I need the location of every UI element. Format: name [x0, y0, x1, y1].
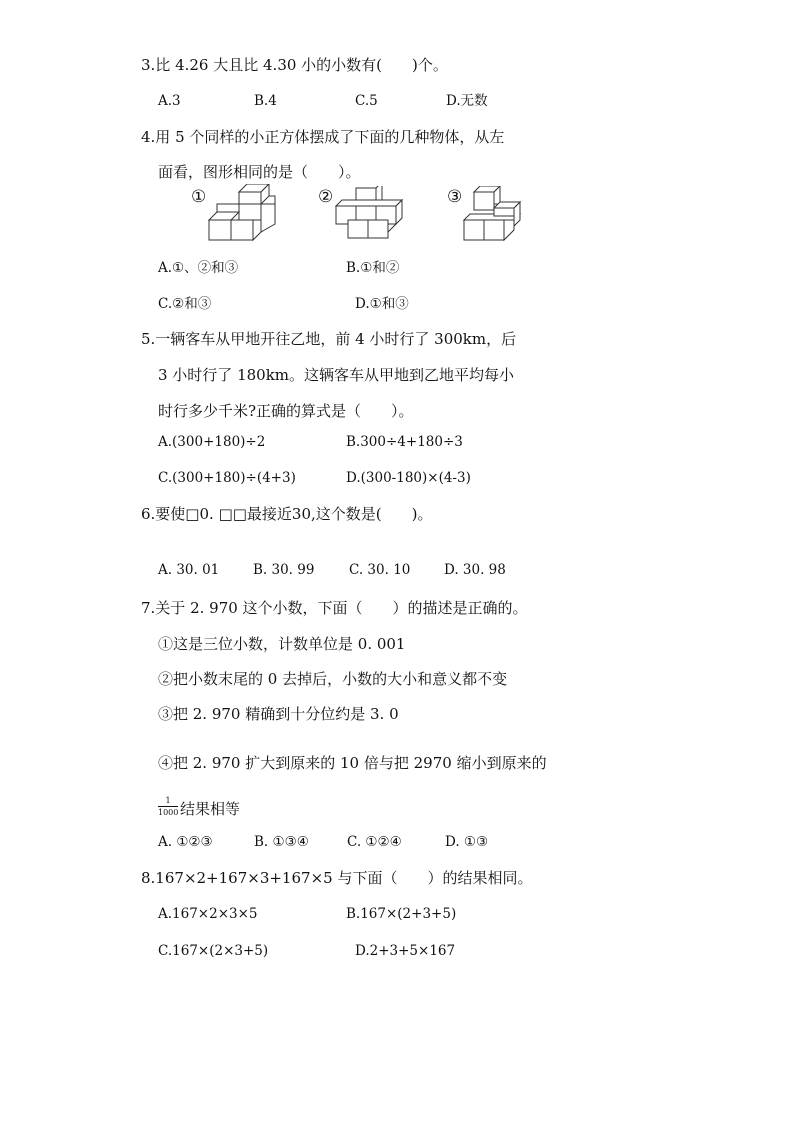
- q6-option-c: C. 30. 10: [349, 562, 411, 578]
- question-3-stem: 3.比 4.26 大且比 4.30 小的小数有( )个。: [141, 56, 448, 74]
- q7-statement-4-tail: 结果相等: [180, 800, 241, 818]
- q5-option-d: D.(300-180)×(4-3): [346, 470, 471, 486]
- fraction-denominator: 1000: [158, 808, 179, 817]
- q7-statement-1: ①这是三位小数，计数单位是 0. 001: [158, 635, 406, 653]
- q8-option-d: D.2+3+5×167: [355, 943, 456, 959]
- q6-option-b: B. 30. 99: [253, 562, 315, 578]
- cube-figure-2: [334, 186, 409, 244]
- q6-option-a: A. 30. 01: [158, 562, 220, 578]
- q4-option-a: A.①、②和③: [158, 260, 239, 276]
- q8-option-b: B.167×(2+3+5): [346, 906, 457, 922]
- q7-option-d: D. ①③: [445, 834, 489, 850]
- q4-option-c: C.②和③: [158, 296, 212, 312]
- q8-option-a: A.167×2×3×5: [158, 906, 258, 922]
- question-6-stem: 6.要使□0. □□最接近30,这个数是( )。: [141, 505, 433, 523]
- q7-option-a: A. ①②③: [158, 834, 213, 850]
- question-5-stem-line2: 3 小时行了 180km。这辆客车从甲地到乙地平均每小: [158, 366, 515, 384]
- cube-figure-1: [205, 184, 280, 244]
- figure-3-label: ③: [447, 187, 463, 207]
- q5-option-c: C.(300+180)÷(4+3): [158, 470, 296, 486]
- fraction-numerator: 1: [165, 796, 171, 805]
- q7-statement-3: ③把 2. 970 精确到十分位约是 3. 0: [158, 705, 399, 723]
- cube-figure-3: [462, 186, 526, 244]
- question-5-stem-line1: 5.一辆客车从甲地开往乙地，前 4 小时行了 300km，后: [141, 330, 517, 348]
- question-5-stem-line3: 时行多少千米?正确的算式是（ ）。: [158, 402, 414, 420]
- question-4-stem-line1: 4.用 5 个同样的小正方体摆成了下面的几种物体，从左: [141, 128, 505, 146]
- q6-option-d: D. 30. 98: [444, 562, 506, 578]
- question-7-stem: 7.关于 2. 970 这个小数，下面（ ）的描述是正确的。: [141, 599, 528, 617]
- q3-option-b: B.4: [254, 93, 277, 109]
- q7-option-b: B. ①③④: [254, 834, 309, 850]
- figure-2-label: ②: [318, 187, 334, 207]
- q8-option-c: C.167×(2×3+5): [158, 943, 269, 959]
- q5-option-a: A.(300+180)÷2: [158, 434, 266, 450]
- q3-option-d: D.无数: [446, 93, 488, 109]
- q3-option-a: A.3: [158, 93, 181, 109]
- q4-option-d: D.①和③: [355, 296, 409, 312]
- q3-option-c: C.5: [355, 93, 378, 109]
- q5-option-b: B.300÷4+180÷3: [346, 434, 463, 450]
- q7-statement-2: ②把小数末尾的 0 去掉后，小数的大小和意义都不变: [158, 670, 508, 688]
- q7-option-c: C. ①②④: [347, 834, 402, 850]
- question-8-stem: 8.167×2+167×3+167×5 与下面（ ）的结果相同。: [141, 869, 533, 887]
- figure-1-label: ①: [191, 187, 207, 207]
- q4-option-b: B.①和②: [346, 260, 400, 276]
- question-4-stem-line2: 面看，图形相同的是（ ）。: [158, 163, 361, 181]
- q7-statement-4: ④把 2. 970 扩大到原来的 10 倍与把 2970 缩小到原来的: [158, 754, 547, 772]
- fraction-bar: [158, 806, 178, 807]
